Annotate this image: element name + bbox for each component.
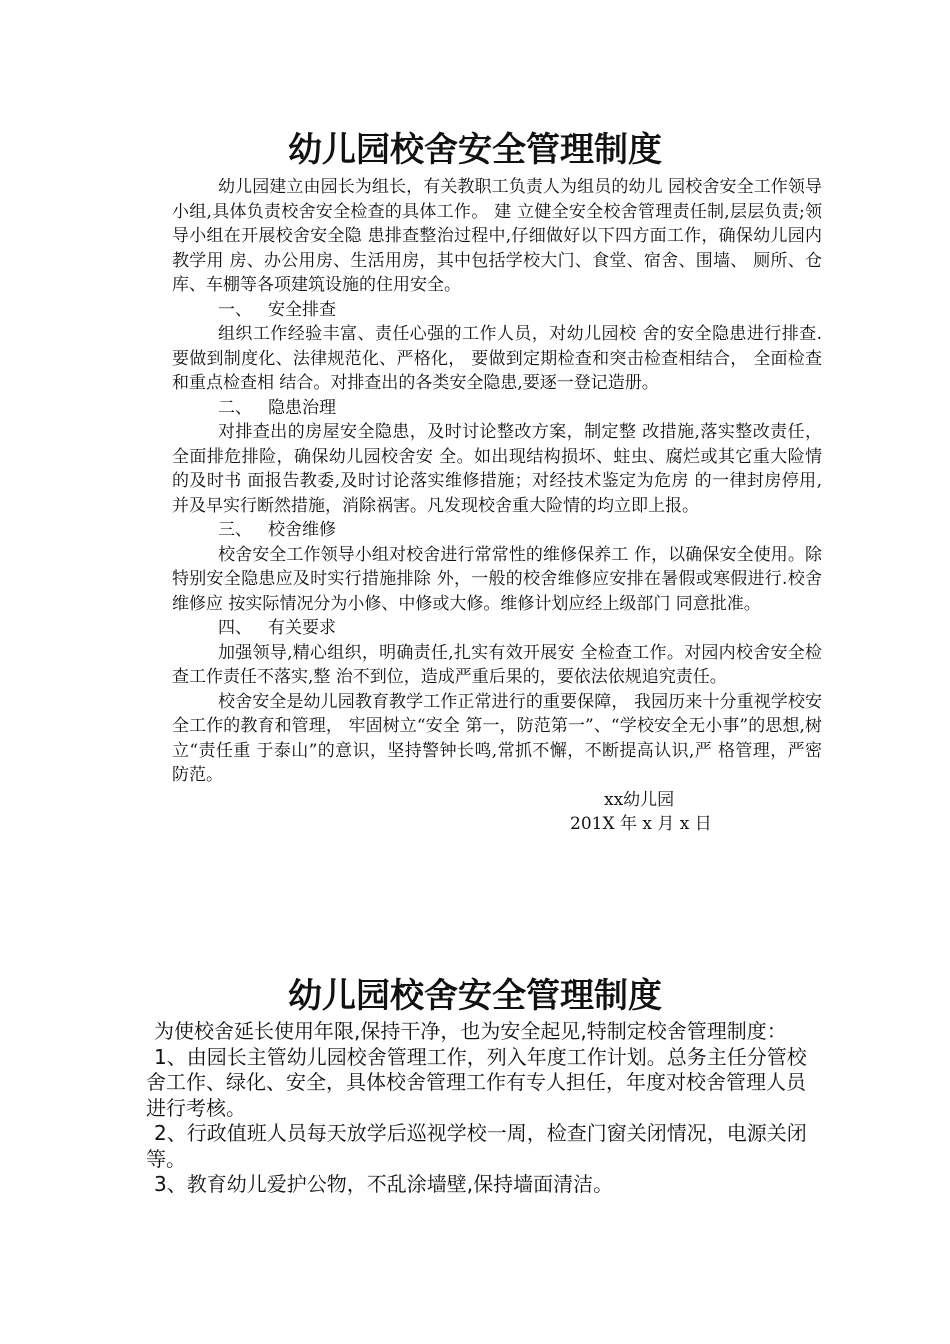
intro-paragraph-2: 为使校舍延长使用年限,保持干净，也为安全起见,特制定校舍管理制度： — [154, 1019, 787, 1043]
section-number: 四、 — [218, 618, 252, 638]
document-body-2 — [146, 1019, 811, 1198]
section-paragraph: 对排查出的房屋安全隐患，及时讨论整改方案，制定整 改措施,落实整改责任，全面排危排险，确保幼儿园校舍安 全。如出现结构损坏、蛀虫、腐烂或其它重大险情的及时书 面报告教委,及时讨论落实维修措施；对经技术鉴定为危房 的一律封房停用,并及早实行断然措施，消除祸害。凡发现校舍重大险情的均立即上报。 — [172, 422, 822, 516]
section-heading-text: 隐患治理 — [268, 397, 336, 418]
section-number: 三、 — [218, 520, 252, 540]
intro-paragraph: 幼儿园建立由园长为组长，有关教职工负责人为组员的幼儿 园校舍安全工作领导小组,具体负责校舍安全检查的具体工作。 建 立健全安全校舍管理责任制,层层负责;领导小组在开展校舍安全隐 患排查整治过程中,仔细做好以下四方面工作，确保幼儿园内教学用 房、办公用房、生活用房，其中包括学校大门、食堂、宿舍、围墙、 厕所、仓库、车棚等各项建筑设施的住用安全。 — [172, 177, 822, 295]
section-heading-text: 校舍维修 — [268, 520, 336, 540]
section-heading-text: 有关要求 — [268, 618, 336, 638]
document-title-2: 幼儿园校舍安全管理制度 — [288, 976, 662, 1016]
signature: xx幼儿园 — [604, 789, 675, 810]
section-heading — [172, 518, 822, 543]
section-paragraph: 组织工作经验丰富、责任心强的工作人员，对幼儿园校 舍的安全隐患进行排查.要做到制度化、法律规范化、严格化， 要做到定期检查和突击检查相结合， 全面检查和重点检查相 结合。对排查出的各类安全隐患,要逐一登记造册。 — [172, 324, 822, 393]
list-item: 3、教育幼儿爱护公物，不乱涂墙壁,保持墙面清洁。 — [154, 1172, 614, 1196]
section-paragraph: 加强领导,精心组织，明确责任,扎实有效开展安 全检查工作。对园内校舍安全检查工作责任不落实,整 治不到位，造成严重后果的，要依法依规追究责任。 — [172, 642, 822, 687]
document-body — [172, 175, 822, 837]
section-heading — [172, 298, 822, 323]
section-heading — [172, 396, 822, 421]
section-heading — [172, 616, 822, 641]
section-heading-text: 安全排查 — [268, 299, 336, 320]
list-item: 2、行政值班人员每天放学后巡视学校一周，检查门窗关闭情况，电源关闭等。 — [146, 1121, 807, 1171]
document-title: 幼儿园校舍安全管理制度 — [288, 130, 662, 170]
section-number: 二、 — [218, 397, 252, 418]
signature-date: 201X 年 x 月 x 日 — [570, 814, 712, 834]
closing-paragraph: 校舍安全是幼儿园教育教学工作正常进行的重要保障， 我园历来十分重视学校安全工作的教育和管理， 牢固树立“安全 第一，防范第一”、“学校安全无小事”的思想,树立“责任重 于泰山”的意识，坚持警钟长鸣,常抓不懈，不断提高认识,严 格管理，严密防范。 — [172, 691, 822, 785]
section-number: 一、 — [218, 299, 252, 320]
section-paragraph: 校舍安全工作领导小组对校舍进行常常性的维修保养工 作，以确保安全使用。除特别安全隐患应及时实行措施排除 外，一般的校舍维修应安排在暑假或寒假进行.校舍维修应 按实际情况分为小修、中修或大修。维修计划应经上级部门 同意批准。 — [172, 544, 822, 614]
list-item: 1、由园长主管幼儿园校舍管理工作，列入年度工作计划。总务主任分管校舍工作、绿化、安全，具体校舍管理工作有专人担任，年度对校舍管理人员进行考核。 — [146, 1044, 807, 1120]
